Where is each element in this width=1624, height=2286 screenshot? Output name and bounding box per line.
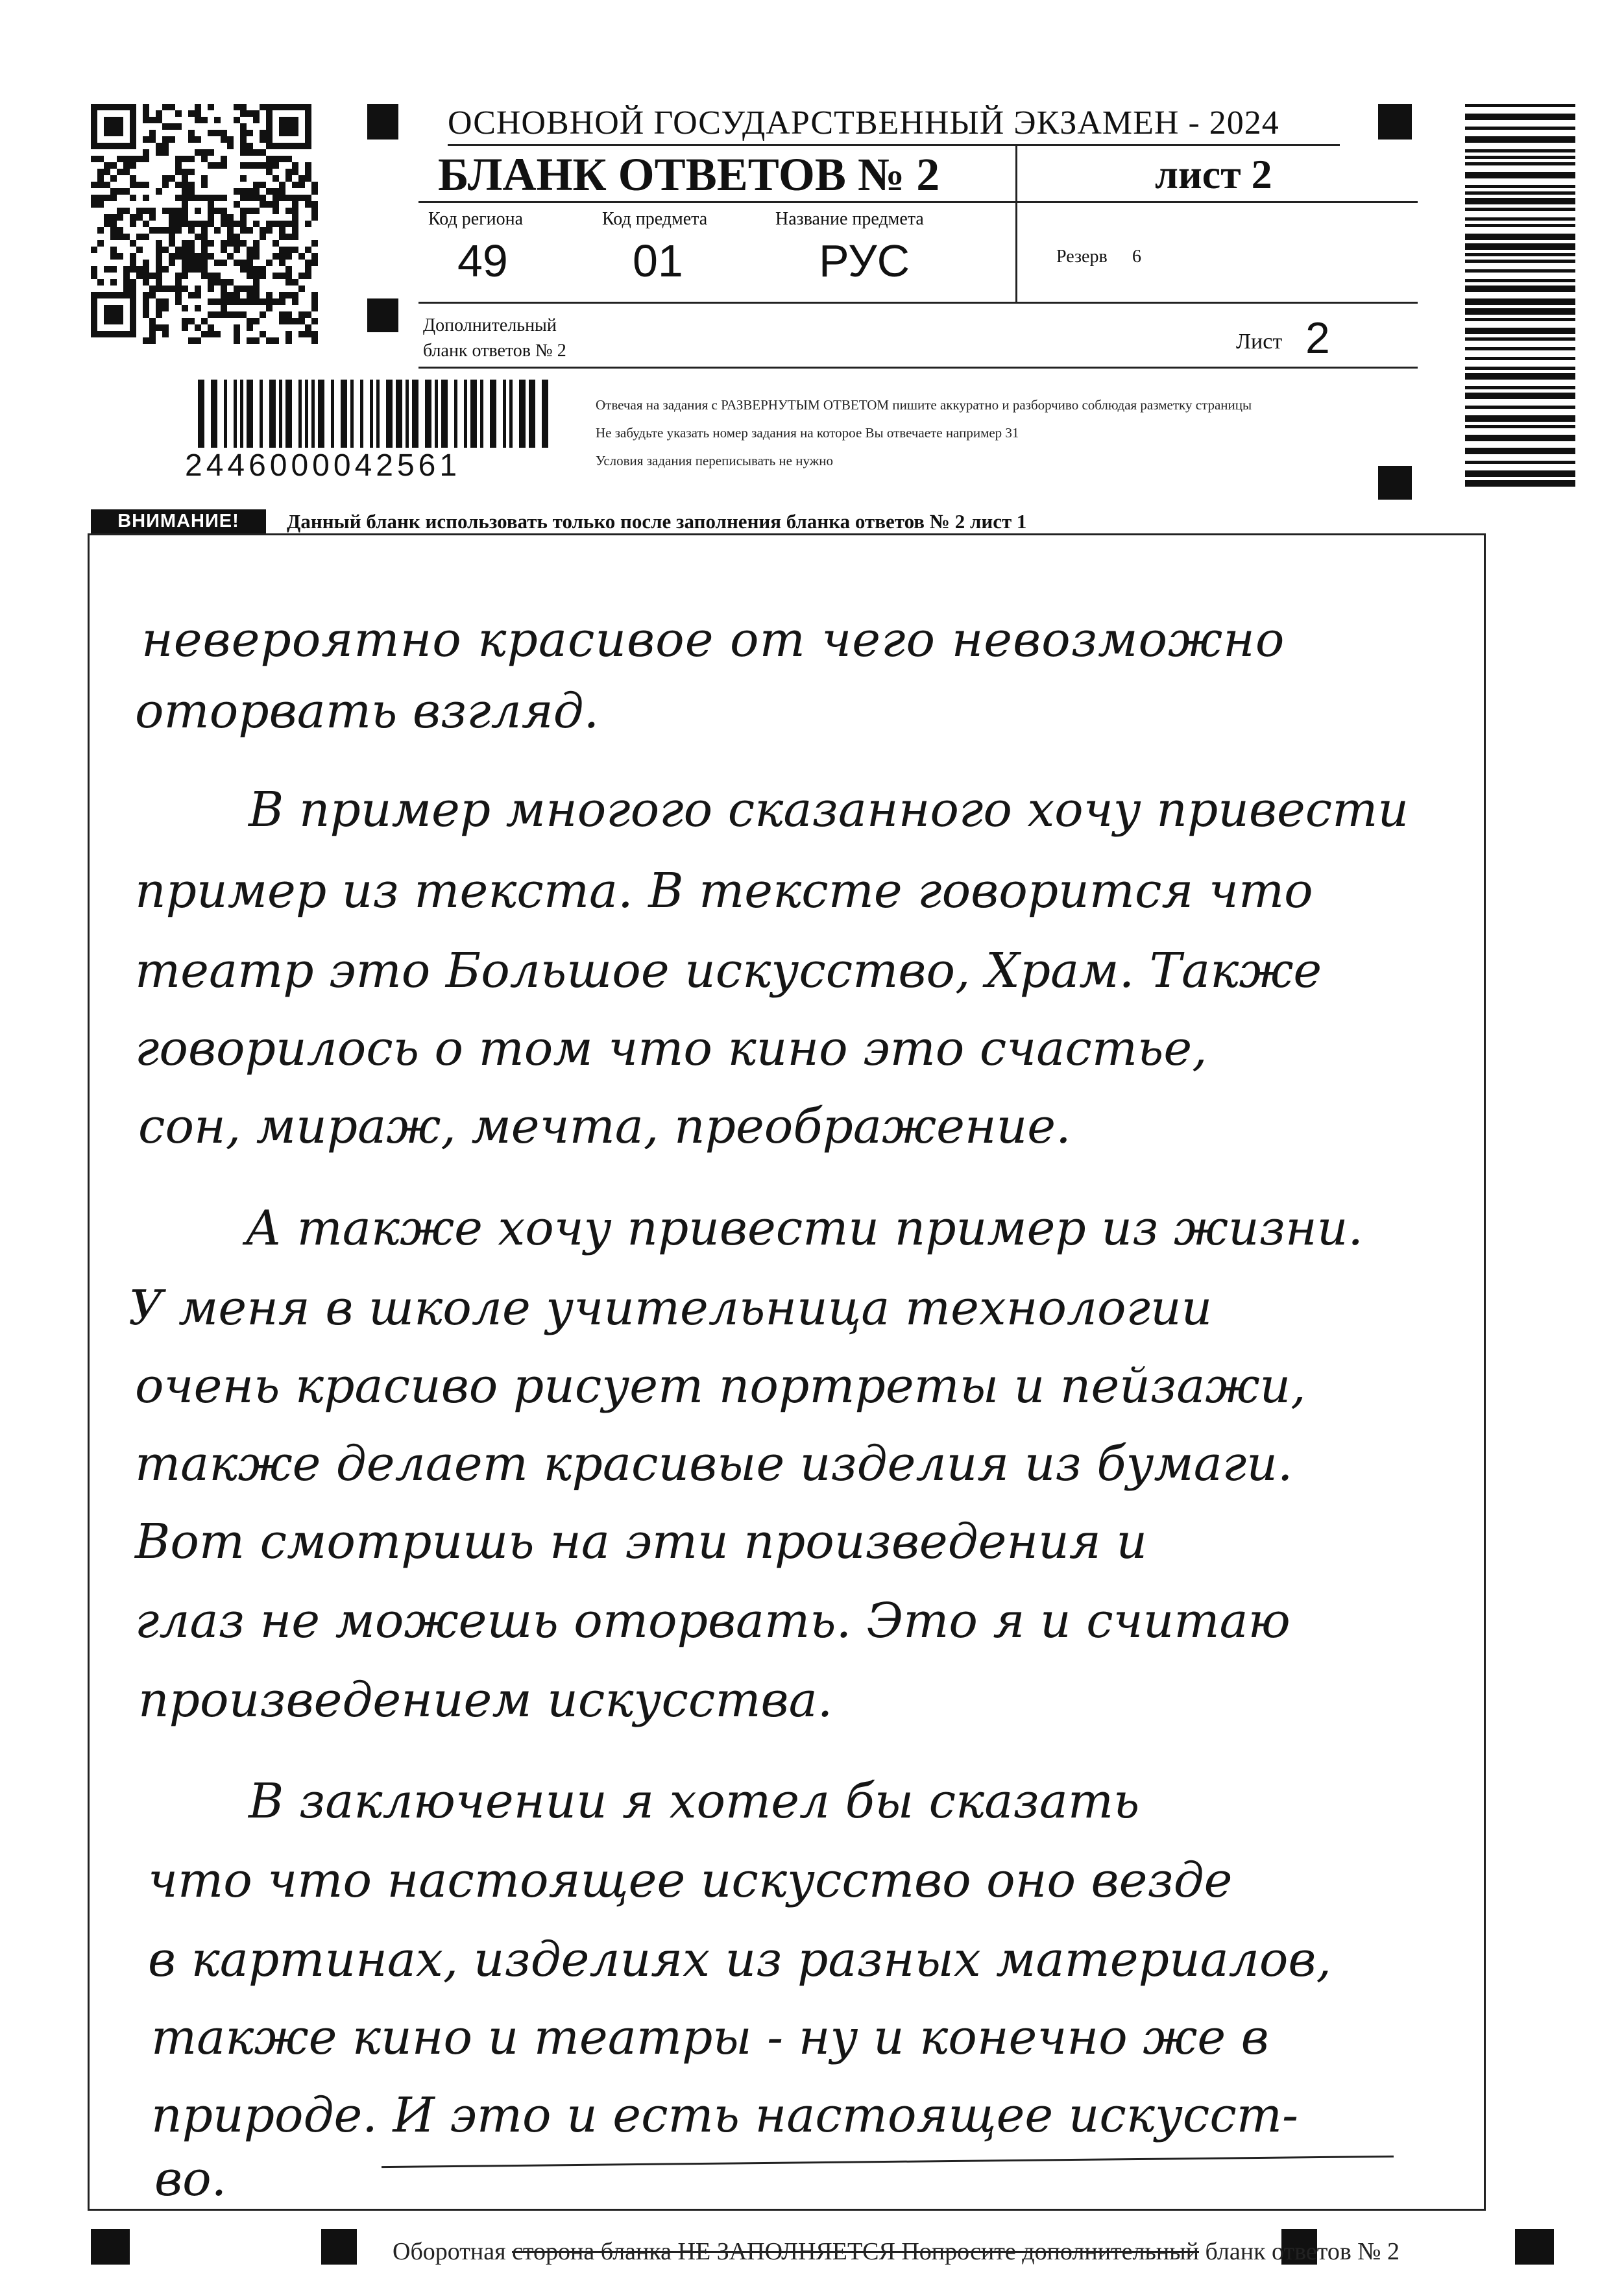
footer-struck-text: сторона бланка НЕ ЗАПОЛНЯЕТСЯ Попросите дополнительный [512,2238,1200,2265]
answer-line: говорилось о том что кино это счастье, [135,1021,1207,1076]
barcode-number: 2446000042561 [185,448,574,483]
instruction-line: Условия задания переписывать не нужно [596,453,833,468]
qr-code [91,104,318,344]
answer-line: природе. И это и есть настоящее искусст- [151,2087,1298,2143]
answer-line: очень красиво рисует портреты и пейзажи, [135,1358,1306,1414]
reserve-label: Резерв [1056,247,1108,267]
answer-line: также делает красивые изделия из бумаги. [135,1436,1293,1492]
attention-badge: ВНИМАНИЕ! [91,509,266,533]
alignment-marker [321,2229,357,2265]
additional-label: бланк ответов № 2 [423,341,566,361]
answer-line: В заключении я хотел бы сказать [248,1773,1140,1829]
answer-line: глаз не можешь оторвать. Это я и считаю [135,1593,1291,1649]
instruction-line: Отвечая на задания с РАЗВЕРНУТЫМ ОТВЕТОМ пишите аккуратно и разборчиво соблюдая разметку страницы [596,397,1252,413]
list-number: 2 [1305,313,1330,363]
answer-area [88,533,1486,2211]
exam-title: ОСНОВНОЙ ГОСУДАРСТВЕННЫЙ ЭКЗАМЕН - 2024 [448,104,1279,141]
divider [1015,146,1017,302]
additional-label: Дополнительный [423,315,557,335]
subject-code: 01 [633,236,683,286]
answer-line: невероятно красивое от чего невозможно [141,612,1285,668]
subject-name: РУС [819,236,910,286]
answer-line: пример из текста. В тексте говорится что [135,863,1313,919]
instruction-line: Не забудьте указать номер задания на которое Вы отвечаете например 31 [596,425,1019,441]
subject-code-label: Код предмета [602,209,708,229]
subject-name-label: Название предмета [775,209,924,229]
alignment-marker [367,104,398,140]
alignment-marker [367,298,398,332]
answer-line: во. [154,2151,227,2207]
answer-line: У меня в школе учительница технологии [128,1280,1213,1336]
answer-line: в картинах, изделиях из разных материалов, [148,1932,1331,1988]
attention-text: Данный бланк использовать только после заполнения бланка ответов № 2 лист 1 [287,510,1027,533]
divider [418,201,1418,203]
alignment-marker [1378,104,1412,140]
footer-note [393,2237,1400,2266]
answer-line: также кино и театры - ну и конечно же в [151,2010,1269,2065]
side-barcode [1465,104,1575,490]
answer-line: сон, мираж, мечта, преображение. [138,1099,1071,1154]
sheet-title: лист 2 [1155,151,1272,197]
reserve-value: 6 [1132,247,1141,267]
list-label: Лист [1236,330,1283,354]
region-code-label: Код региона [428,209,524,229]
footer-text: Оборотная [393,2238,513,2265]
answer-line: театр это Большое искусство, Храм. Также [135,943,1322,999]
footer-text: бланк ответов № 2 [1199,2238,1400,2265]
answer-line: Вот смотришь на эти произведения и [135,1514,1147,1570]
answer-line: что что настоящее искусство оно везде [148,1853,1233,1908]
divider [448,144,1340,146]
form-title: БЛАНК ОТВЕТОВ № 2 [438,149,940,201]
answer-line: А также хочу привести пример из жизни. [245,1200,1363,1256]
divider [418,302,1418,304]
alignment-marker [1378,466,1412,500]
alignment-marker [91,2229,130,2265]
alignment-marker [1515,2229,1554,2265]
divider [418,367,1418,369]
answer-line: В пример многого сказанного хочу привести [248,782,1409,838]
answer-line: произведением искусства. [138,1672,833,1728]
answer-line: оторвать взгляд. [135,683,600,739]
region-code: 49 [457,236,508,286]
